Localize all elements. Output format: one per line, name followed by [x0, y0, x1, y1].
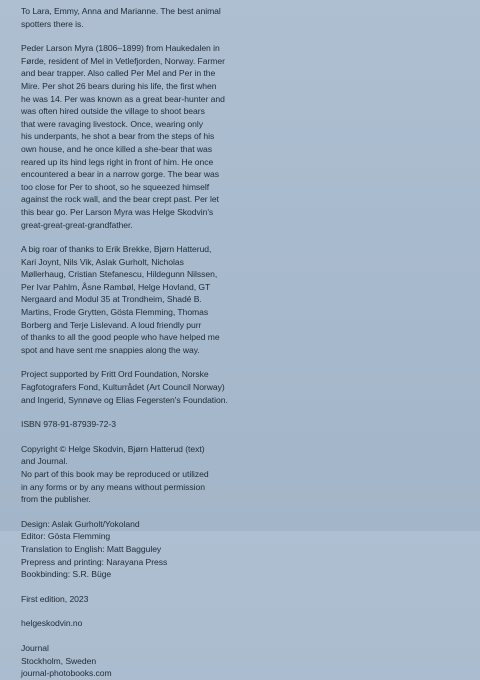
publisher-text: Journal Stockholm, Sweden journal-photobooks.com — [21, 642, 112, 679]
dedication-text: To Lara, Emmy, Anna and Marianne. The best animal spotters there is. — [21, 6, 221, 29]
edition-text: First edition, 2023 — [21, 593, 89, 604]
website-text: helgeskodvin.no — [21, 618, 83, 629]
acknowledgements-text: A big roar of thanks to Erik Brekke, Bjørn Hatterud, Kari Joynt, Nils Vik, Aslak Gurholt, Nicholas Møllerhaug, Cristian Stefanescu, Hildegunn Nilssen, Per Ivar Pahlm, Åsne Rambøl, Helge Hovland, GT Nergaard and Modul 35 at Trondheim, Shadé B. Martins, Frode Grytten, Gösta Flemming, Thomas Borberg and Terje Lislevand. A loud friendly purr of thanks to all the good people who have helped me spot and have sent me snappies along the way. — [21, 244, 220, 355]
copyright-text: Copyright © Helge Skodvin, Bjørn Hatterud (text) and Journal. No part of this book may be reproduced or utilized in any forms or by any means without permission from the publisher. — [21, 443, 209, 505]
ancestor-story-text: Peder Larson Myra (1806–1899) from Haukedalen in Førde, resident of Mel in Vetlefjorden, Norway. Farmer and bear trapper. Also called Per Mel and Per in the Mire. Per shot 26 bears during his life, the first when he was 14. Per was known as a great bear-hunter and was often hired outside the village to shoot bears that were ravaging livestock. Once, wearing only his underpants, he shot a bear from the steps of his own house, and he once killed a she-bear that was reared up its hind legs right in front of him. He once encountered a bear in a narrow gorge. The bear was too close for Per to shoot, so he squeezed himself against the rock wall, and the bear crept past. Per let this bear go. Per Larson Myra was Helge Skodvin's great-great-great-grandfather. — [21, 43, 225, 230]
support-text: Project supported by Fritt Ord Foundation, Norske Fagfotografers Fond, Kulturrådet (Art Council Norway) and Ingerid, Synnøve og Elias Fegersten's Foundation. — [21, 369, 228, 405]
isbn-text: ISBN 978-91-87939-72-3 — [21, 419, 116, 430]
credits-text: Design: Aslak Gurholt/Yokoland Editor: Gösta Flemming Translation to English: Matt Bagguley Prepress and printing: Narayana Press Bookbinding: S.R. Büge — [21, 518, 168, 580]
